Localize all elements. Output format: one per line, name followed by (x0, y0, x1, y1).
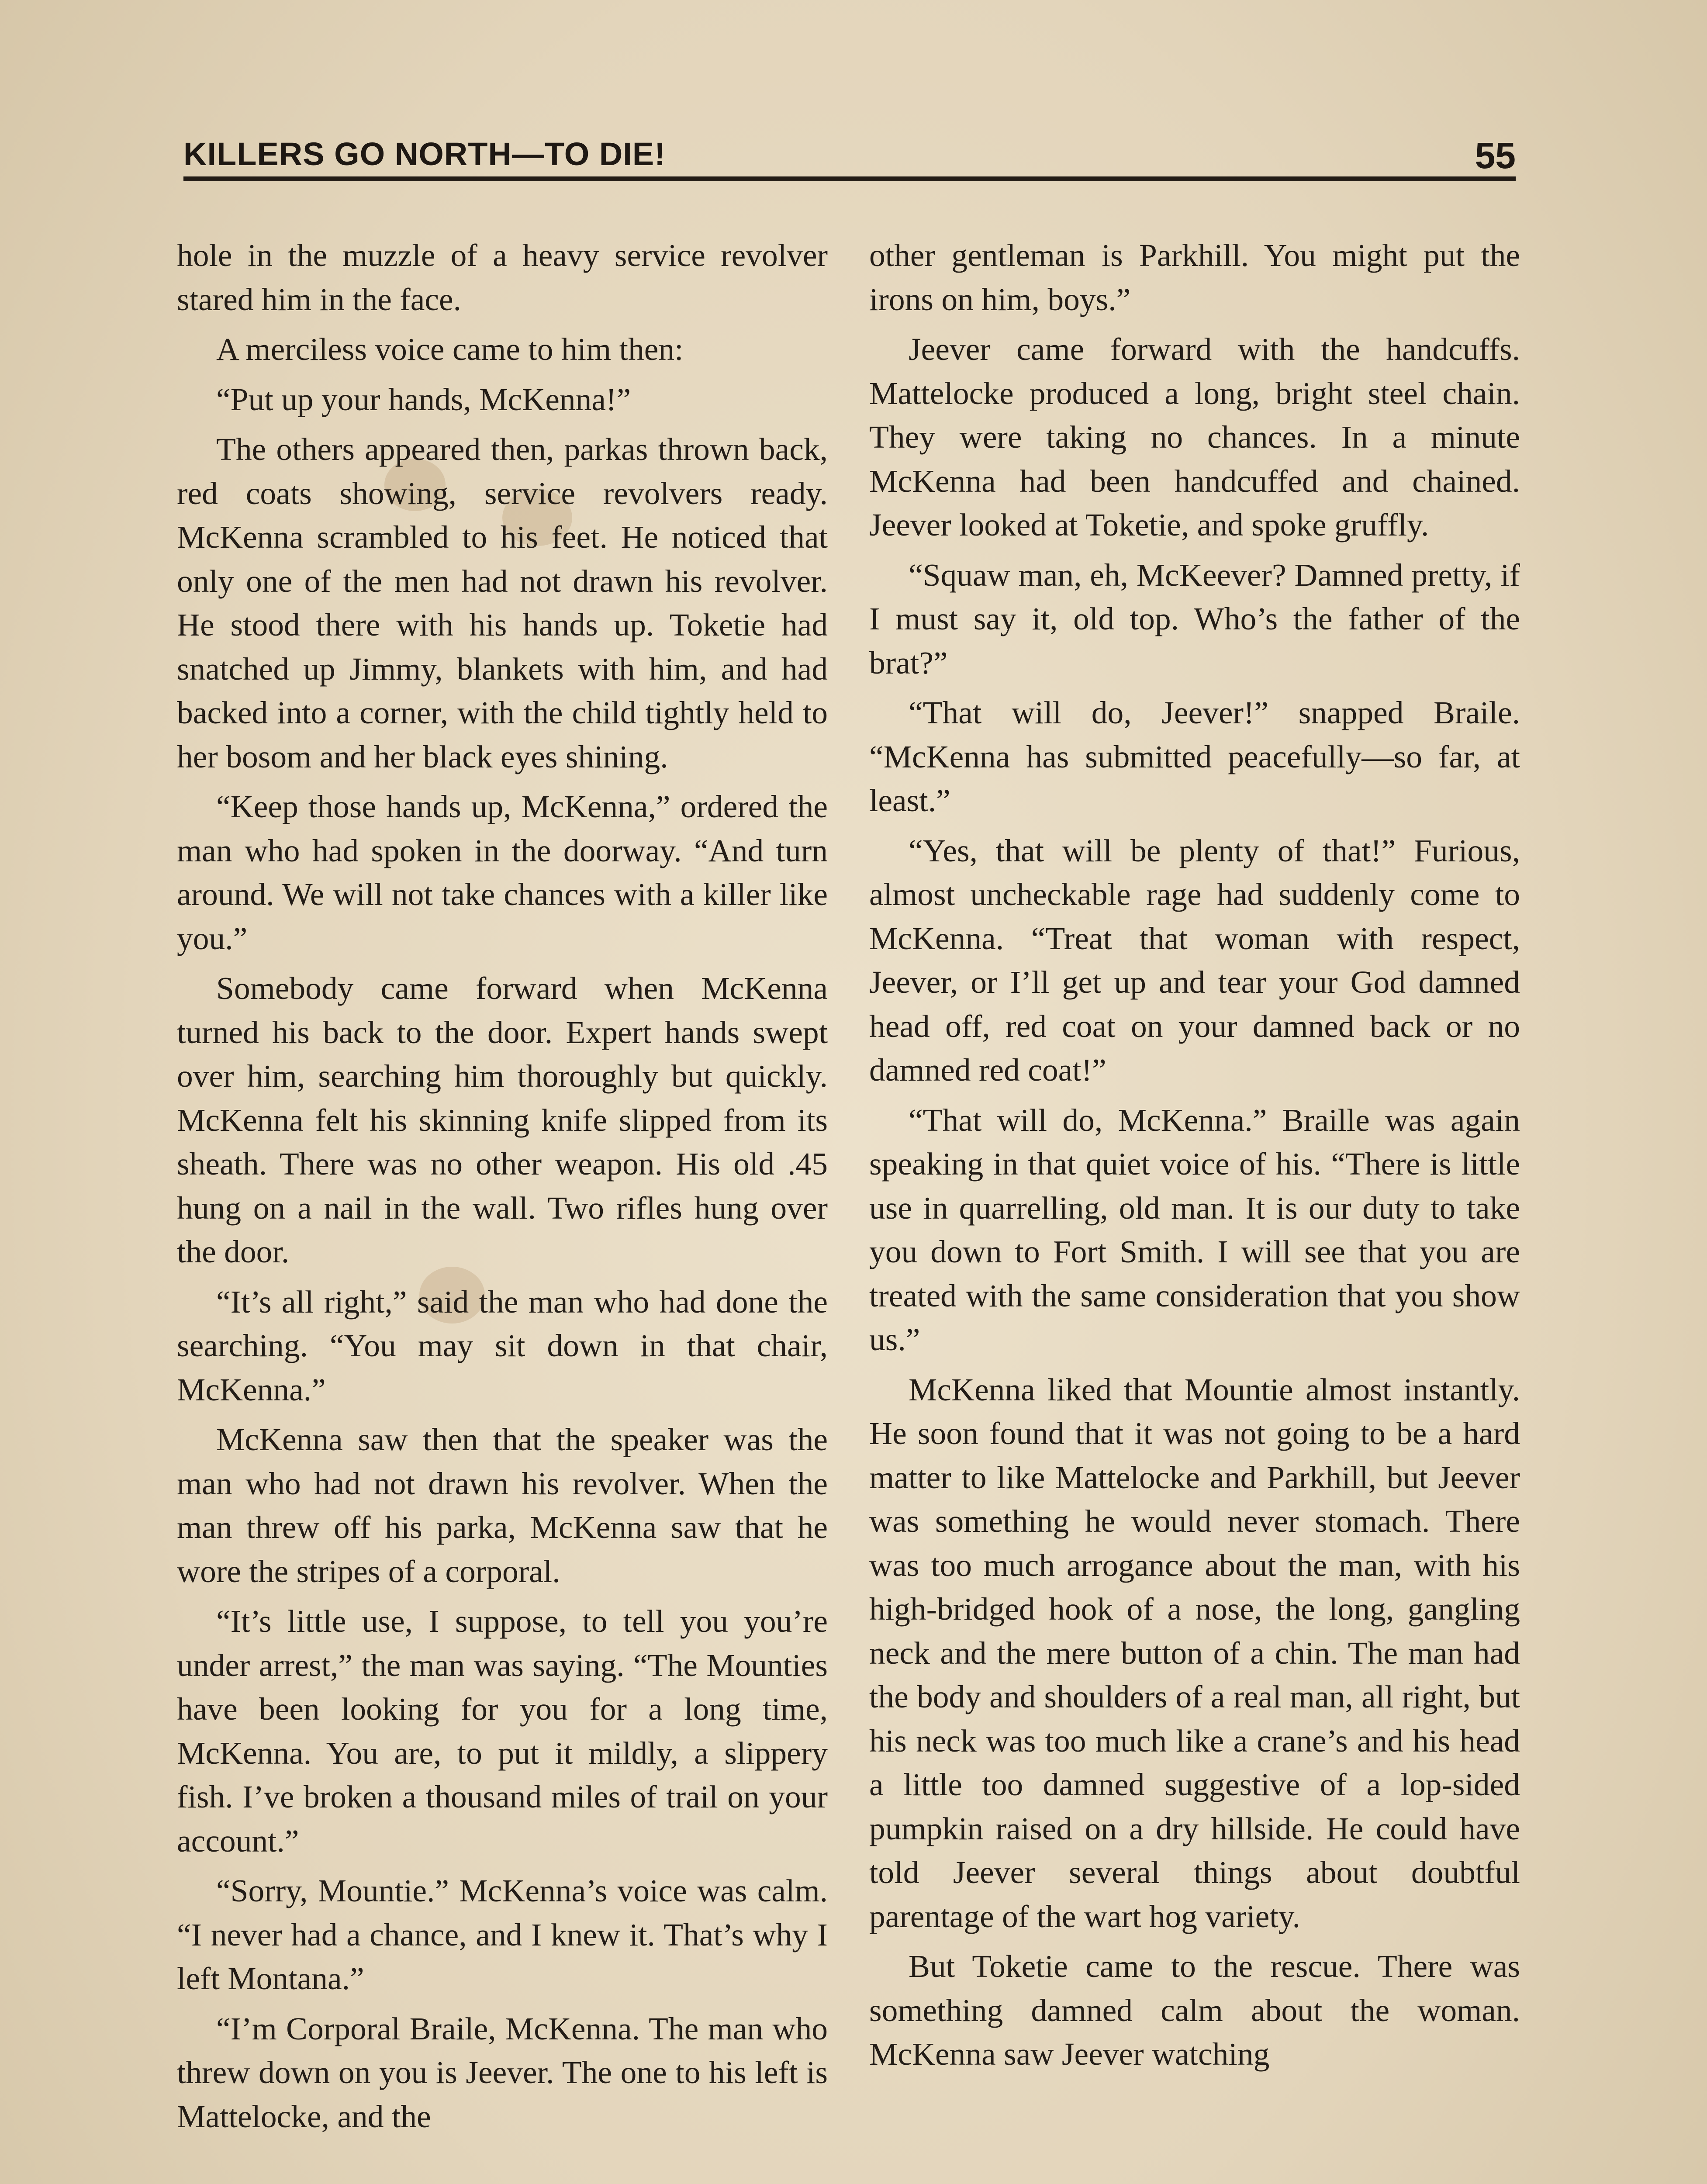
paragraph: “It’s little use, I suppose, to tell you you’re under arrest,” the man was saying. “The Mounties have been looking for you for a long time, McKenna. You are, to put it mildly, a slippery fish. I’ve broken a thousand miles of trail on your account.” (177, 1603, 828, 1859)
paragraph: “Keep those hands up, McKenna,” ordered the man who had spoken in the doorway. “And turn around. We will not take chances with a killer like you.” (177, 789, 828, 956)
paragraph: “Squaw man, eh, McKeever? Damned pretty, if I must say it, old top. Who’s the father of the brat?” (869, 557, 1520, 681)
paragraph: The others appeared then, parkas thrown back, red coats showing, service revolvers ready. McKenna scrambled to his feet. He noticed that only one of the men had not drawn his revolver. He stood there with his hands up. Toketie had snatched up Jimmy, blankets with him, and had backed into a corner, with the child tightly held to her bosom and her black eyes shining. (177, 432, 828, 774)
paragraph: other gentleman is Parkhill. You might put the irons on him, boys.” (869, 238, 1520, 317)
paragraph: A merciless voice came to him then: (216, 332, 684, 367)
paragraph: “Yes, that will be plenty of that!” Furious, almost uncheckable rage had suddenly come to McKenna. “Treat that woman with respect, Jeever, or I’ll get up and tear your God damned head off, red coat on your damned back or no damned red coat!” (869, 833, 1520, 1088)
right-text-column (869, 234, 1520, 2184)
paragraph: “It’s all right,” said the man who had done the searching. “You may sit down in that chair, McKenna.” (177, 1284, 828, 1407)
paragraph: “Sorry, Mountie.” McKenna’s voice was calm. “I never had a chance, and I knew it. That’s why I left Montana.” (177, 1873, 828, 1996)
paragraph: “Put up your hands, McKenna!” (216, 381, 631, 417)
paragraph: Jeever came forward with the handcuffs. Mattelocke produced a long, bright steel chain. They were taking no chances. In a minute McKenna had been handcuffed and chained. Jeever looked at Toketie, and spoke gruffly. (869, 332, 1520, 543)
left-text-column (177, 234, 828, 2184)
paragraph: McKenna saw then that the speaker was the man who had not drawn his revolver. When the man threw off his parka, McKenna saw that he wore the stripes of a corporal. (177, 1422, 828, 1589)
paragraph: But Toketie came to the rescue. There was something damned calm about the woman. McKenna saw Jeever watching (869, 1949, 1520, 2072)
paragraph: Somebody came forward when McKenna turned his back to the door. Expert hands swept over him, searching him thoroughly but quickly. McKenna felt his skinning knife slipped from its sheath. There was no other weapon. His old .45 hung on a nail in the wall. Two rifles hung over the door. (177, 971, 828, 1269)
paragraph: McKenna liked that Mountie almost instantly. He soon found that it was not going to be a hard matter to like Mattelocke and Parkhill, but Jeever was something he would never stomach. There was too much arrogance about the man, with his high-bridged hook of a nose, the long, gangling neck and the mere button of a chin. The man had the body and shoulders of a real man, all right, but his neck was too much like a crane’s and his head a little too damned suggestive of a lop-sided pumpkin raised on a dry hillside. He could have told Jeever several things about doubtful parentage of the wart hog variety. (869, 1372, 1520, 1934)
paragraph: hole in the muzzle of a heavy service revolver stared him in the face. (177, 238, 828, 317)
page-number: 55 (1475, 135, 1516, 176)
page-header (183, 124, 1516, 181)
paragraph: “I’m Corporal Braile, McKenna. The man who threw down on you is Jeever. The one to his left is Mattelocke, and the (177, 2011, 828, 2134)
paragraph: “That will do, McKenna.” Braille was again speaking in that quiet voice of his. “There is little use in quarrelling, old man. It is our duty to take you down to Fort Smith. I will see that you are treated with the same consideration that you show us.” (869, 1102, 1520, 1357)
header-rule (183, 176, 1516, 181)
running-title: KILLERS GO NORTH—TO DIE! (183, 136, 666, 172)
paragraph: “That will do, Jeever!” snapped Braile. “McKenna has submitted peacefully—so far, at least.” (869, 695, 1520, 818)
